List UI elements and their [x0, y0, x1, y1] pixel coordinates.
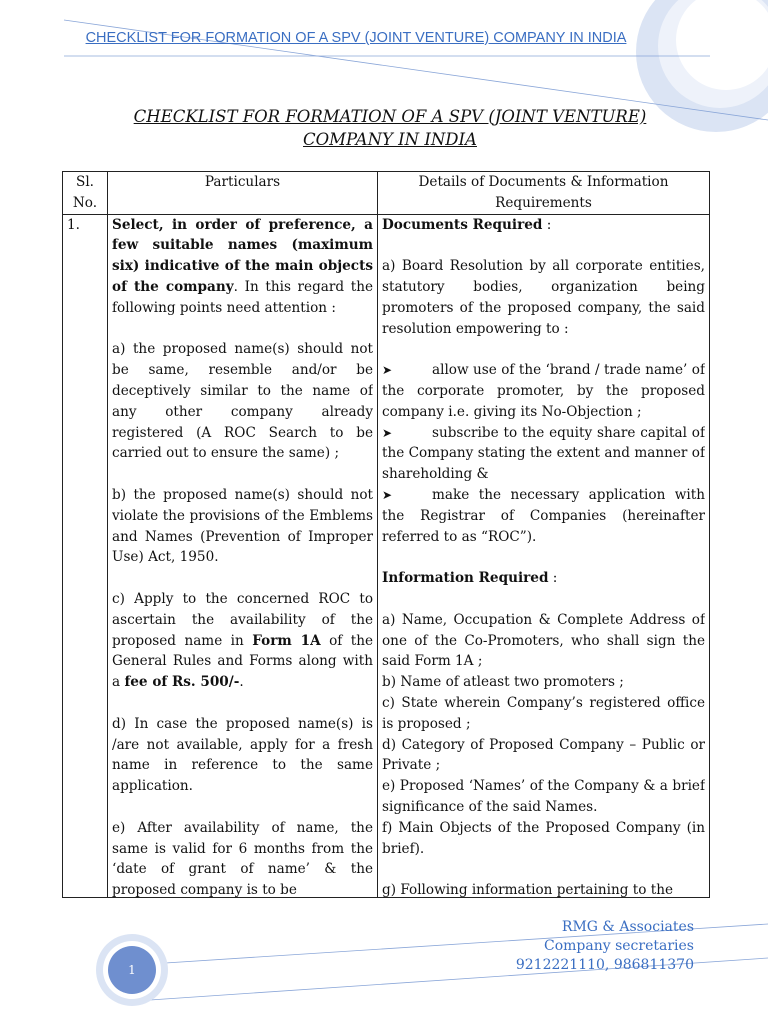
document-title: [60, 105, 720, 151]
information-heading-text: Information Required: [382, 570, 549, 587]
point-e: e) After availability of name, the same is valid for 6 months from the ‘date of grant of name’ & the proposed company is to be: [112, 819, 373, 897]
point-b: b) the proposed name(s) should not violate the provisions of the Emblems and Names (Prevention of Improper Use) Act, 1950.: [112, 486, 373, 566]
point-c-mid: of the General Rules and Forms along with a: [112, 632, 373, 691]
document-title-line-1: CHECKLIST FOR FORMATION OF A SPV (JOINT VENTURE): [133, 107, 647, 126]
row-number-cell: [63, 214, 108, 897]
particulars-intro: [112, 215, 373, 319]
info-b: b) Name of atleast two promoters ;: [382, 674, 624, 691]
info-g: g) Following information pertaining to the: [382, 882, 673, 897]
details-cell: [378, 214, 710, 897]
particulars-intro-rest: . In this regard the following points need attention :: [112, 278, 373, 316]
table-header-row: [63, 172, 710, 215]
footer-phones: 9212221110, 986811370: [515, 957, 694, 973]
information-heading: [382, 568, 705, 589]
bullet-item: ➤ make the necessary application with the Registrar of Companies (hereinafter referred to as “ROC”).: [382, 485, 705, 547]
point-d: d) In case the proposed name(s) is /are not available, apply for a fresh name in reference to the same application.: [112, 715, 373, 795]
documents-heading-text: Documents Required: [382, 216, 543, 233]
point-c-form: Form 1A: [252, 632, 321, 649]
documents-heading: [382, 215, 705, 236]
bullet-item: ➤ allow use of the ‘brand / trade name’ of the corporate promoter, by the proposed company i.e. giving its No-Objection ;: [382, 360, 705, 422]
point-c-fee: fee of Rs. 500/-: [124, 674, 240, 691]
info-f: f) Main Objects of the Proposed Company (in brief).: [382, 819, 705, 857]
info-d: d) Category of Proposed Company – Public or Private ;: [382, 736, 705, 774]
bullet-item: ➤ subscribe to the equity share capital of the Company stating the extent and manner of shareholding &: [382, 423, 705, 485]
footer-role: Company secretaries: [543, 938, 694, 954]
document-a: a) Board Resolution by all corporate entities, statutory bodies, organization being promoters of the proposed company, the said resolution empowering to :: [382, 258, 705, 337]
point-a: a) the proposed name(s) should not be same, resemble and/or be deceptively similar to the name of any other company already registered (A ROC Search to be carried out to ensure the same) ;: [112, 341, 373, 462]
header-particulars: Particulars: [108, 172, 378, 215]
particulars-cell: [108, 214, 378, 897]
point-c: [112, 589, 373, 693]
footer-firm: RMG & Associates: [561, 919, 694, 935]
point-c-pre: c) Apply to the concerned ROC to ascertain the availability of the proposed name in: [112, 590, 373, 649]
row-number: 1.: [67, 216, 80, 233]
information-heading-colon: :: [548, 570, 558, 587]
point-c-end: .: [239, 674, 244, 691]
page-number: 1: [128, 963, 136, 977]
particulars-intro-bold: Select, in order of preference, a few suitable names (maximum six) indicative of the main objects of the company: [112, 216, 373, 295]
info-e: e) Proposed ‘Names’ of the Company & a brief significance of the said Names.: [382, 778, 705, 815]
header-sl-no: Sl. No.: [63, 172, 108, 215]
documents-heading-colon: :: [542, 216, 552, 233]
document-title-line-2: COMPANY IN INDIA: [303, 130, 477, 149]
header-details: Details of Documents & Information Requirements: [378, 172, 710, 215]
info-c: c) State wherein Company’s registered office is proposed ;: [382, 694, 705, 732]
table-row: [63, 214, 710, 897]
checklist-table: [62, 171, 710, 898]
footer-contact: [516, 918, 694, 975]
running-header: CHECKLIST FOR FORMATION OF A SPV (JOINT VENTURE) COMPANY IN INDIA: [85, 30, 627, 46]
info-a: a) Name, Occupation & Complete Address of one of the Co-Promoters, who shall sign the said Form 1A ;: [382, 611, 705, 670]
